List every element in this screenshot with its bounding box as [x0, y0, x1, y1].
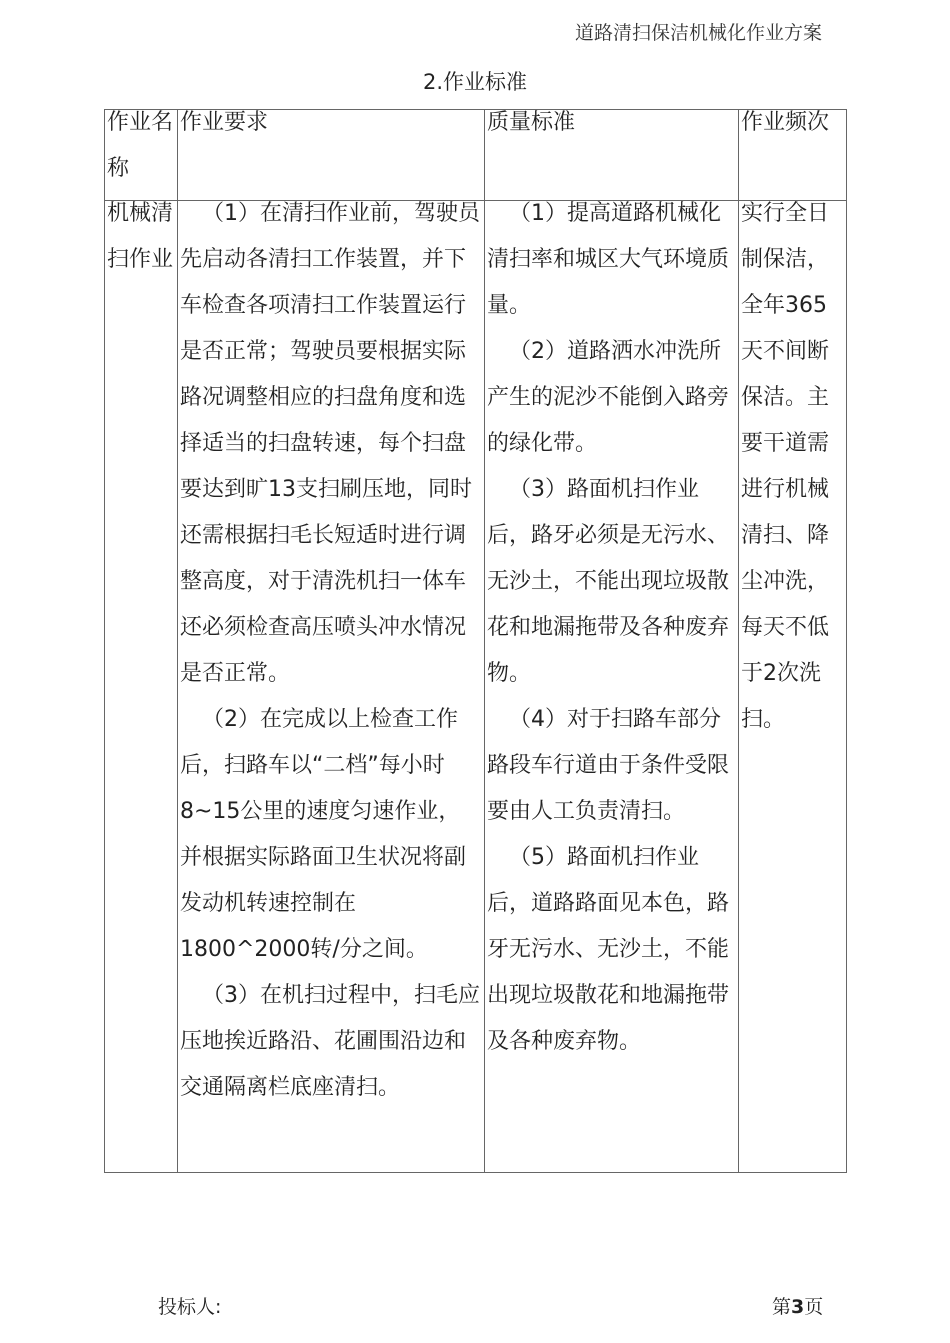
page-suffix: 页 [804, 1296, 824, 1318]
bidder-label: 投标人: [158, 1296, 222, 1318]
header-cell-requirement [178, 110, 485, 201]
requirement-paragraph-2: （2）在完成以上检查工作后，扫路车以“二档”每小时8~15公里的速度匀速作业，并根据实际路面卫生状况将副发动机转速控制在1800^2000转/分之间。 [180, 707, 467, 962]
row-cell-name [105, 201, 178, 1173]
page-number-value: 3 [791, 1296, 805, 1318]
header-cell-quality [485, 110, 739, 201]
quality-paragraph-2: （2）道路洒水冲洗所产生的泥沙不能倒入路旁的绿化带。 [487, 339, 730, 456]
page-number [772, 1292, 823, 1319]
quality-paragraph-5: （5）路面机扫作业后，道路路面见本色，路牙无污水、无沙土，不能出现垃圾散花和地漏拖带及各种废弃物。 [487, 845, 730, 1054]
row-cell-quality [485, 201, 739, 1173]
section-title: 2.作业标准 [422, 70, 528, 94]
header-cell-frequency [739, 110, 847, 201]
quality-paragraph-1: （1）提高道路机械化清扫率和城区大气环境质量。 [487, 201, 730, 318]
table-header-row [105, 110, 847, 201]
row-cell-frequency [739, 201, 847, 1173]
row-cell-requirement [178, 201, 485, 1173]
header-frequency-text: 作业频次 [741, 110, 830, 135]
quality-paragraph-3: （3）路面机扫作业后，路牙必须是无污水、无沙土，不能出现垃圾散花和地漏拖带及各种废弃物。 [487, 477, 730, 686]
work-standard-table [104, 109, 847, 1173]
page-prefix: 第 [772, 1296, 792, 1318]
header-cell-name [105, 110, 178, 201]
header-name-text: 作业名称 [107, 110, 174, 181]
row-frequency-text: 实行全日制保洁，全年365天不间断保洁。主要干道需进行机械清扫、降尘冲洗，每天不低于2次洗扫。 [741, 201, 830, 732]
quality-paragraph-4: （4）对于扫路车部分路段车行道由于条件受限要由人工负责清扫。 [487, 707, 730, 824]
header-quality-text: 质量标准 [487, 110, 576, 135]
table-row [105, 201, 847, 1173]
requirement-paragraph-3: （3）在机扫过程中，扫毛应压地挨近路沿、花圃围沿边和交通隔离栏底座清扫。 [180, 983, 480, 1100]
requirement-paragraph-1: （1）在清扫作业前，驾驶员先启动各清扫工作装置，并下车检查各项清扫工作装置运行是否正常；驾驶员要根据实际路况调整相应的扫盘角度和选择适当的扫盘转速，每个扫盘要达到旷13支扫刷压地，同时还需根据扫毛长短适时进行调整高度，对于清洗机扫一体车还必须检查高压喷头冲水情况是否正常。 [180, 201, 480, 686]
row-name-text: 机械清扫作业 [107, 201, 174, 272]
document-header-title: 道路清扫保洁机械化作业方案 [574, 22, 822, 44]
quality-paragraphs [485, 201, 738, 1066]
requirement-paragraphs [178, 201, 484, 1112]
header-requirement-text: 作业要求 [180, 110, 269, 135]
